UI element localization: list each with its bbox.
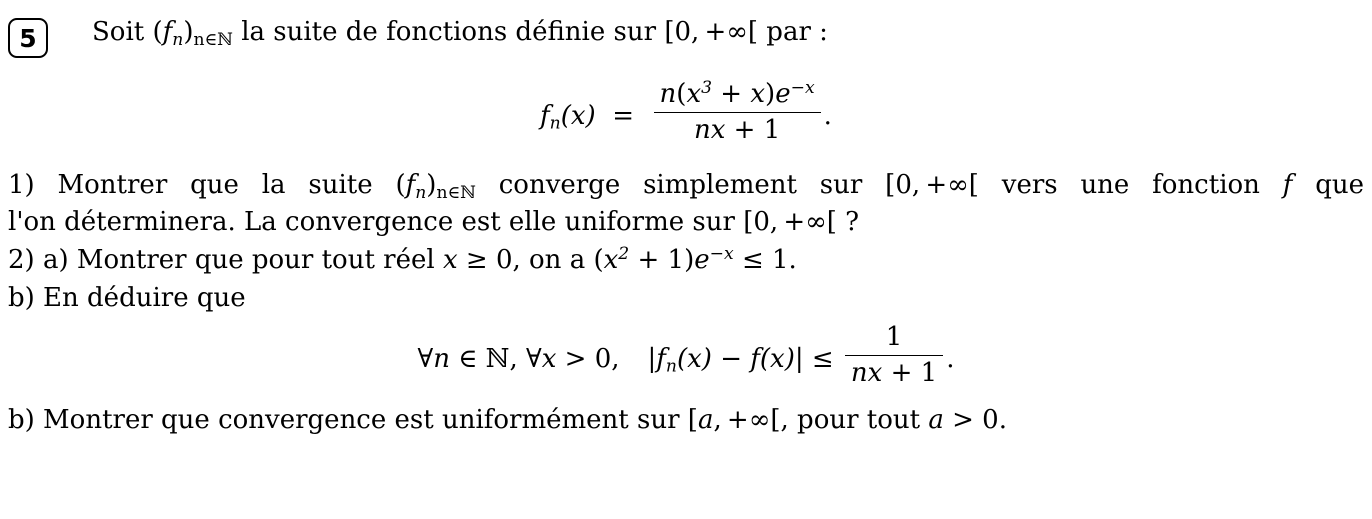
question-2b: b) En déduire que (8, 283, 246, 314)
equation-majoration: ∀n ∈ ℕ, ∀x > 0, $|f_n(x) - f(x)|$ ≤ $\frac{1}{nx + 1}$ . (417, 321, 955, 388)
question-1-line2: l'on déterminera. La convergence est elle uniforme sur [0, +∞[ ? (8, 206, 860, 237)
equation-fn-definition: $f_n(x)$ = $\frac{n(x^3 + x)e^{-x}}{nx + 1}$ . (540, 78, 832, 146)
fraction-fn: $\frac{n(x^3 + x)e^{-x}}{nx + 1}$ (654, 78, 821, 146)
fraction-bound: $\frac{1}{nx + 1}$ (845, 322, 943, 389)
question-1: 1) Montrer que la suite $(f_n)_{n\in ℕ}$ converge simplement sur [0, +∞[ vers une fonction f que (8, 170, 1364, 204)
exercise-intro-text: Soit $(f_n)_{n\in ℕ}$ la suite de fonctions définie sur [0, +∞[ par : (92, 17, 828, 50)
exercise-number-badge: 5 (8, 18, 48, 58)
question-2a: 2) a) Montrer que pour tout réel x ≥ 0, on a $(x^2 + 1)e^{-x} \le 1$. (8, 244, 797, 276)
exercise-heading (0, 0, 1372, 58)
question-2c: b) Montrer que convergence est uniformément sur [a, +∞[, pour tout a > 0. (8, 405, 1007, 436)
